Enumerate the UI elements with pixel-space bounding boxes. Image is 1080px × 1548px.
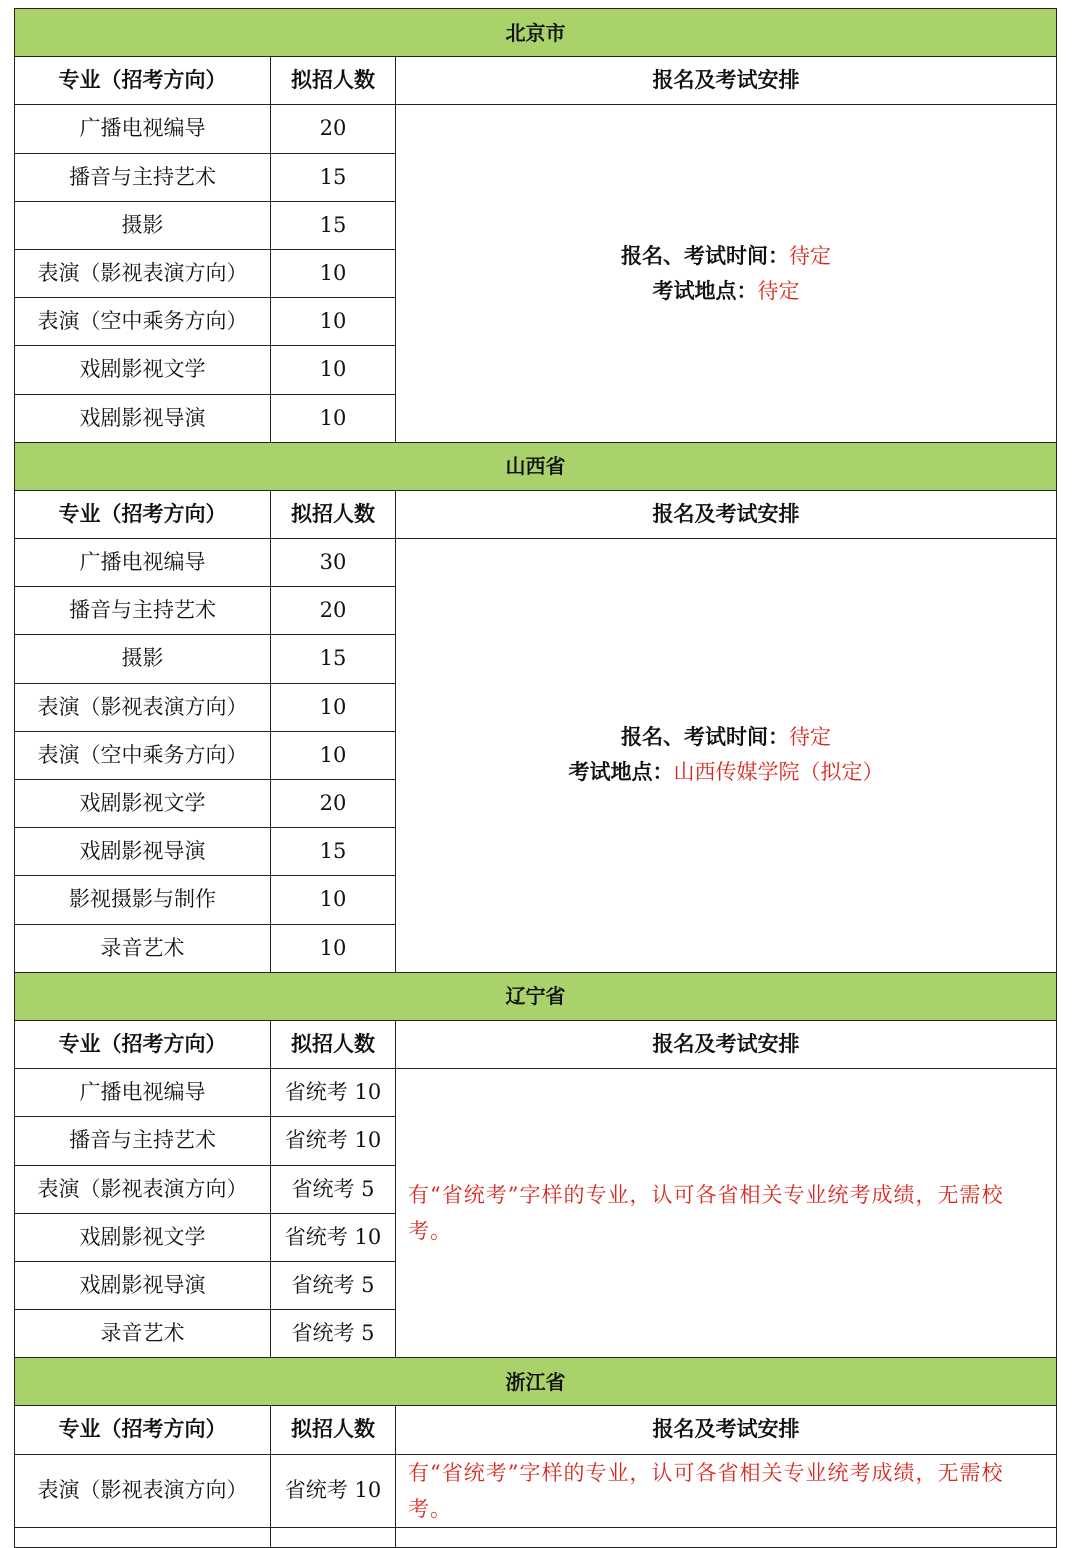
exam-place-value: 待定 — [757, 278, 800, 303]
column-header-arrangement: 报名及考试安排 — [396, 1020, 1057, 1068]
column-header-quota: 拟招人数 — [271, 57, 396, 105]
exam-time-value: 待定 — [789, 725, 831, 750]
exam-note-zhejiang: 有“省统考”字样的专业，认可各省相关专业统考成绩，无需校考。 — [396, 1454, 1057, 1527]
major-cell: 戏剧影视导演 — [15, 828, 271, 876]
quota-cell: 15 — [271, 635, 396, 683]
quota-cell: 省统考 10 — [271, 1117, 396, 1165]
major-cell: 戏剧影视文学 — [15, 780, 271, 828]
major-cell: 戏剧影视文学 — [15, 346, 271, 394]
quota-cell: 10 — [271, 346, 396, 394]
quota-cell: 10 — [271, 731, 396, 779]
column-header-major: 专业（招考方向） — [15, 1406, 271, 1454]
major-cell: 录音艺术 — [15, 924, 271, 972]
exam-place-label: 考试地点： — [652, 278, 758, 303]
major-cell: 广播电视编导 — [15, 539, 271, 587]
major-cell: 播音与主持艺术 — [15, 587, 271, 635]
major-cell: 表演（空中乘务方向） — [15, 731, 271, 779]
major-cell: 表演（影视表演方向） — [15, 1454, 271, 1527]
column-header-major: 专业（招考方向） — [15, 490, 271, 538]
quota-cell: 20 — [271, 105, 396, 153]
quota-cell: 15 — [271, 201, 396, 249]
quota-cell: 10 — [271, 298, 396, 346]
column-header-quota: 拟招人数 — [271, 490, 396, 538]
table-row — [15, 1069, 1057, 1117]
exam-note-liaoning: 有“省统考”字样的专业，认可各省相关专业统考成绩，无需校考。 — [396, 1069, 1057, 1358]
column-header-major: 专业（招考方向） — [15, 57, 271, 105]
major-cell: 摄影 — [15, 201, 271, 249]
major-cell: 影视摄影与制作 — [15, 876, 271, 924]
exam-time-label: 报名、考试时间： — [621, 725, 789, 750]
quota-cell: 15 — [271, 828, 396, 876]
quota-cell: 省统考 5 — [271, 1261, 396, 1309]
major-cell: 录音艺术 — [15, 1310, 271, 1358]
major-cell: 表演（空中乘务方向） — [15, 298, 271, 346]
region-header-liaoning: 辽宁省 — [15, 972, 1057, 1020]
arrangement-cell-shanxi — [396, 539, 1057, 973]
major-cell: 表演（影视表演方向） — [15, 249, 271, 297]
enrollment-table — [14, 8, 1057, 1548]
major-cell: 戏剧影视文学 — [15, 1213, 271, 1261]
major-cell: 戏剧影视导演 — [15, 1261, 271, 1309]
exam-place-value: 山西传媒学院（拟定） — [673, 760, 884, 785]
region-header-shanxi: 山西省 — [15, 442, 1057, 490]
quota-cell: 20 — [271, 780, 396, 828]
column-header-arrangement: 报名及考试安排 — [396, 490, 1057, 538]
exam-time-value: 待定 — [789, 243, 831, 268]
region-header-beijing: 北京市 — [15, 9, 1057, 57]
column-header-quota: 拟招人数 — [271, 1020, 396, 1068]
table-row — [15, 105, 1057, 153]
quota-cell: 省统考 5 — [271, 1310, 396, 1358]
major-cell: 广播电视编导 — [15, 105, 271, 153]
quota-cell: 10 — [271, 394, 396, 442]
major-cell: 表演（影视表演方向） — [15, 683, 271, 731]
major-cell: 播音与主持艺术 — [15, 153, 271, 201]
region-header-zhejiang: 浙江省 — [15, 1358, 1057, 1406]
quota-cell: 10 — [271, 876, 396, 924]
column-header-arrangement: 报名及考试安排 — [396, 1406, 1057, 1454]
quota-cell: 省统考 10 — [271, 1069, 396, 1117]
major-cell: 播音与主持艺术 — [15, 1117, 271, 1165]
major-cell: 戏剧影视导演 — [15, 394, 271, 442]
arrangement-cell-beijing — [396, 105, 1057, 442]
quota-cell: 省统考 10 — [271, 1213, 396, 1261]
quota-cell: 10 — [271, 249, 396, 297]
exam-place-label: 考试地点： — [568, 760, 674, 785]
quota-cell: 10 — [271, 924, 396, 972]
quota-cell: 30 — [271, 539, 396, 587]
major-cell: 表演（影视表演方向） — [15, 1165, 271, 1213]
quota-cell: 省统考 5 — [271, 1165, 396, 1213]
column-header-major: 专业（招考方向） — [15, 1020, 271, 1068]
column-header-quota: 拟招人数 — [271, 1406, 396, 1454]
column-header-arrangement: 报名及考试安排 — [396, 57, 1057, 105]
table-row — [15, 539, 1057, 587]
major-cell: 摄影 — [15, 635, 271, 683]
exam-time-label: 报名、考试时间： — [621, 243, 789, 268]
major-cell: 广播电视编导 — [15, 1069, 271, 1117]
quota-cell: 10 — [271, 683, 396, 731]
table-row — [15, 1454, 1057, 1527]
quota-cell: 20 — [271, 587, 396, 635]
quota-cell: 15 — [271, 153, 396, 201]
exam-info — [396, 239, 1056, 309]
quota-cell: 省统考 10 — [271, 1454, 396, 1527]
exam-info — [396, 720, 1056, 790]
